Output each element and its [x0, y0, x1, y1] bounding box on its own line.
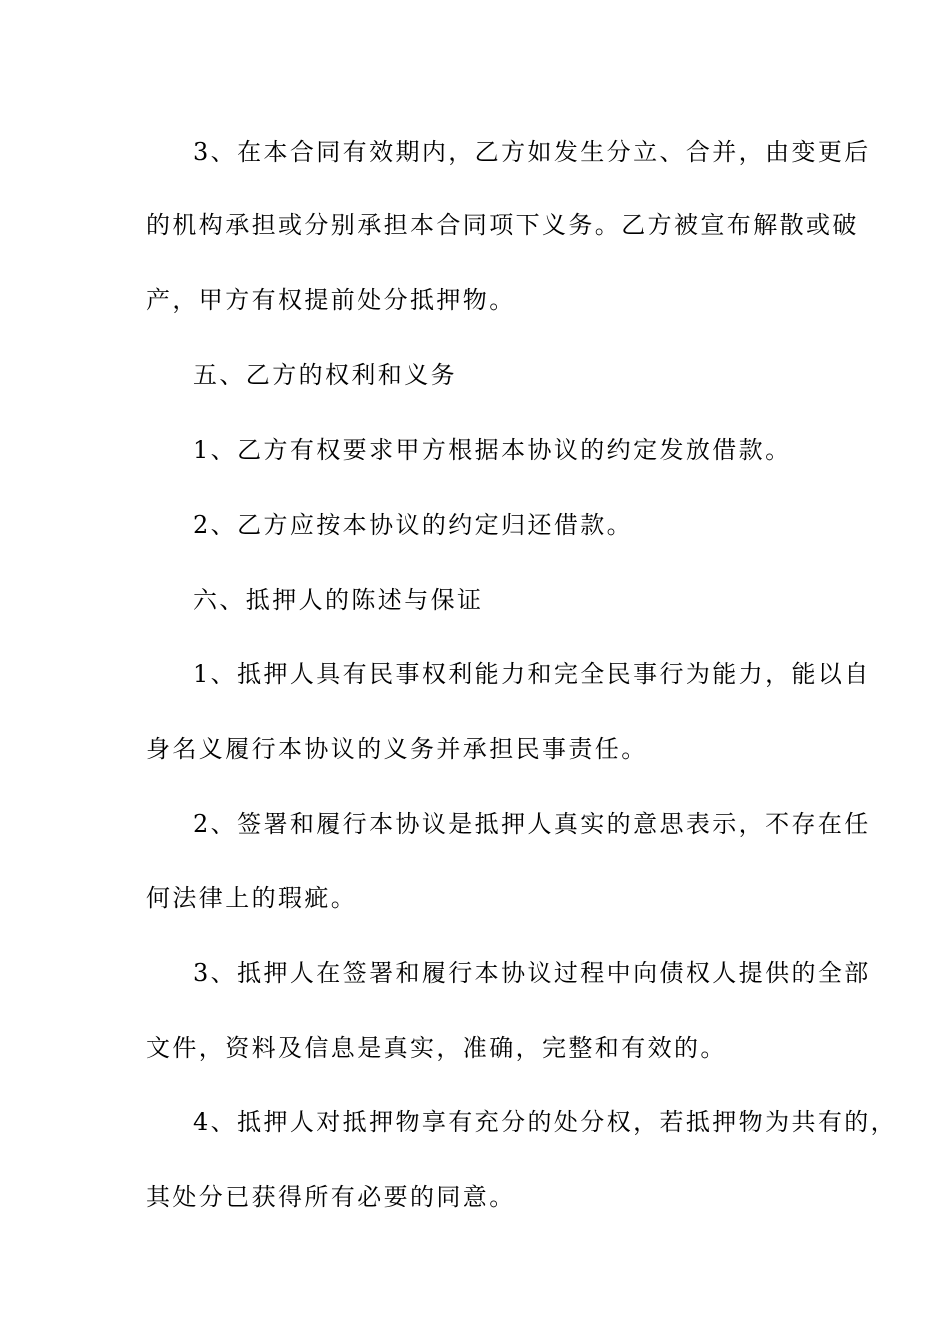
paragraph-line: 产，甲方有权提前处分抵押物。 — [146, 286, 516, 314]
paragraph-line: 1、抵押人具有民事权利能力和完全民事行为能力，能以自 — [193, 660, 871, 688]
paragraph-line: 何法律上的瑕疵。 — [146, 884, 358, 912]
paragraph-line: 4、抵押人对抵押物享有充分的处分权，若抵押物为共有的， — [193, 1108, 898, 1136]
paragraph-line: 身名义履行本协议的义务并承担民事责任。 — [146, 735, 648, 763]
section-heading: 五、乙方的权利和义务 — [193, 361, 457, 389]
paragraph-line: 3、在本合同有效期内，乙方如发生分立、合并，由变更后 — [193, 138, 871, 166]
section-heading: 六、抵押人的陈述与保证 — [193, 586, 484, 614]
paragraph-line: 3、抵押人在签署和履行本协议过程中向债权人提供的全部 — [193, 959, 871, 987]
paragraph-line: 的机构承担或分别承担本合同项下义务。乙方被宣布解散或破 — [146, 211, 859, 239]
paragraph-line: 其处分已获得所有必要的同意。 — [146, 1183, 516, 1211]
paragraph-line: 2、乙方应按本协议的约定归还借款。 — [193, 511, 634, 539]
paragraph-line: 文件，资料及信息是真实，准确，完整和有效的。 — [146, 1034, 727, 1062]
paragraph-line: 2、签署和履行本协议是抵押人真实的意思表示，不存在任 — [193, 810, 871, 838]
paragraph-line: 1、乙方有权要求甲方根据本协议的约定发放借款。 — [193, 436, 792, 464]
